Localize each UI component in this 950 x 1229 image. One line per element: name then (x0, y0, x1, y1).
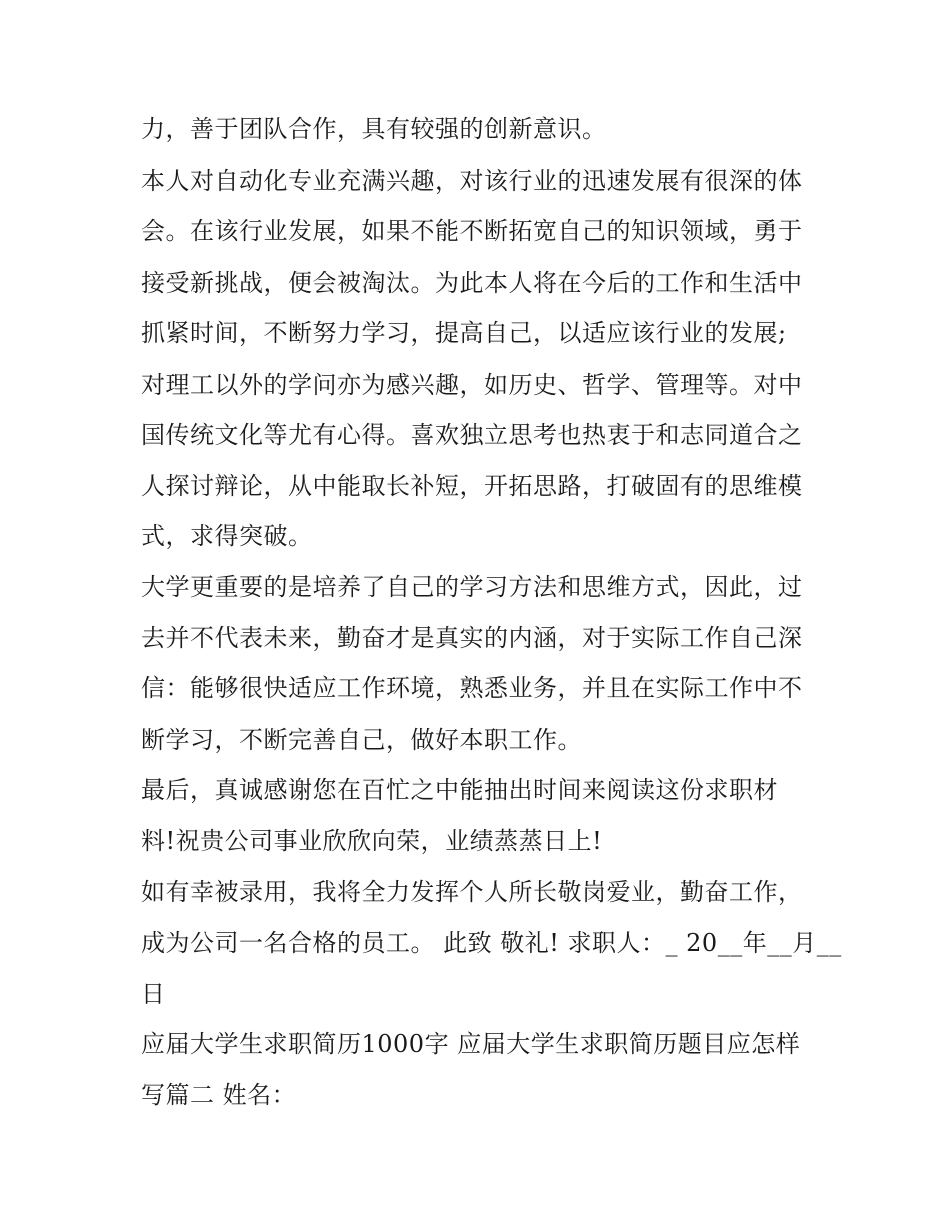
text-line: 如有幸被录用，我将全力发挥个人所长敬岗爱业，勤奋工作， (141, 878, 803, 906)
text-line: 成为公司一名合格的员工。 此致 敬礼! 求职人：_ 20__年__月__ (141, 929, 842, 957)
text-line: 断学习，不断完善自己，做好本职工作。 (141, 726, 582, 754)
text-line: 最后，真诚感谢您在百忙之中能抽出时间来阅读这份求职材 (141, 776, 778, 804)
text-line: 去并不代表未来，勤奋才是真实的内涵，对于实际工作自己深 (141, 624, 803, 652)
text-line: 料!祝贵公司事业欣欣向荣，业绩蒸蒸日上! (141, 827, 603, 855)
text-line: 日 (141, 980, 166, 1008)
text-line: 会。在该行业发展，如果不能不断拓宽自己的知识领域，勇于 (141, 217, 803, 245)
text-line: 应届大学生求职简历1000字 应届大学生求职简历题目应怎样 (141, 1030, 801, 1058)
text-line: 国传统文化等尤有心得。喜欢独立思考也热衷于和志同道合之 (141, 421, 803, 449)
text-line: 接受新挑战，便会被淘汰。为此本人将在今后的工作和生活中 (141, 269, 803, 297)
text-line: 力，善于团队合作，具有较强的创新意识。 (141, 115, 607, 143)
text-line: 本人对自动化专业充满兴趣，对该行业的迅速发展有很深的体 (141, 167, 803, 195)
text-line: 信：能够很快适应工作环境，熟悉业务，并且在实际工作中不 (141, 674, 803, 702)
text-line: 人探讨辩论，从中能取长补短，开拓思路，打破固有的思维模 (141, 472, 803, 500)
text-line: 对理工以外的学问亦为感兴趣，如历史、哲学、管理等。对中 (141, 371, 803, 399)
text-line: 写篇二 姓名： (141, 1081, 297, 1109)
text-line: 大学更重要的是培养了自己的学习方法和思维方式，因此，过 (141, 573, 803, 601)
text-line: 抓紧时间，不断努力学习，提高自己，以适应该行业的发展; (141, 319, 787, 347)
text-line: 式，求得突破。 (141, 522, 313, 550)
